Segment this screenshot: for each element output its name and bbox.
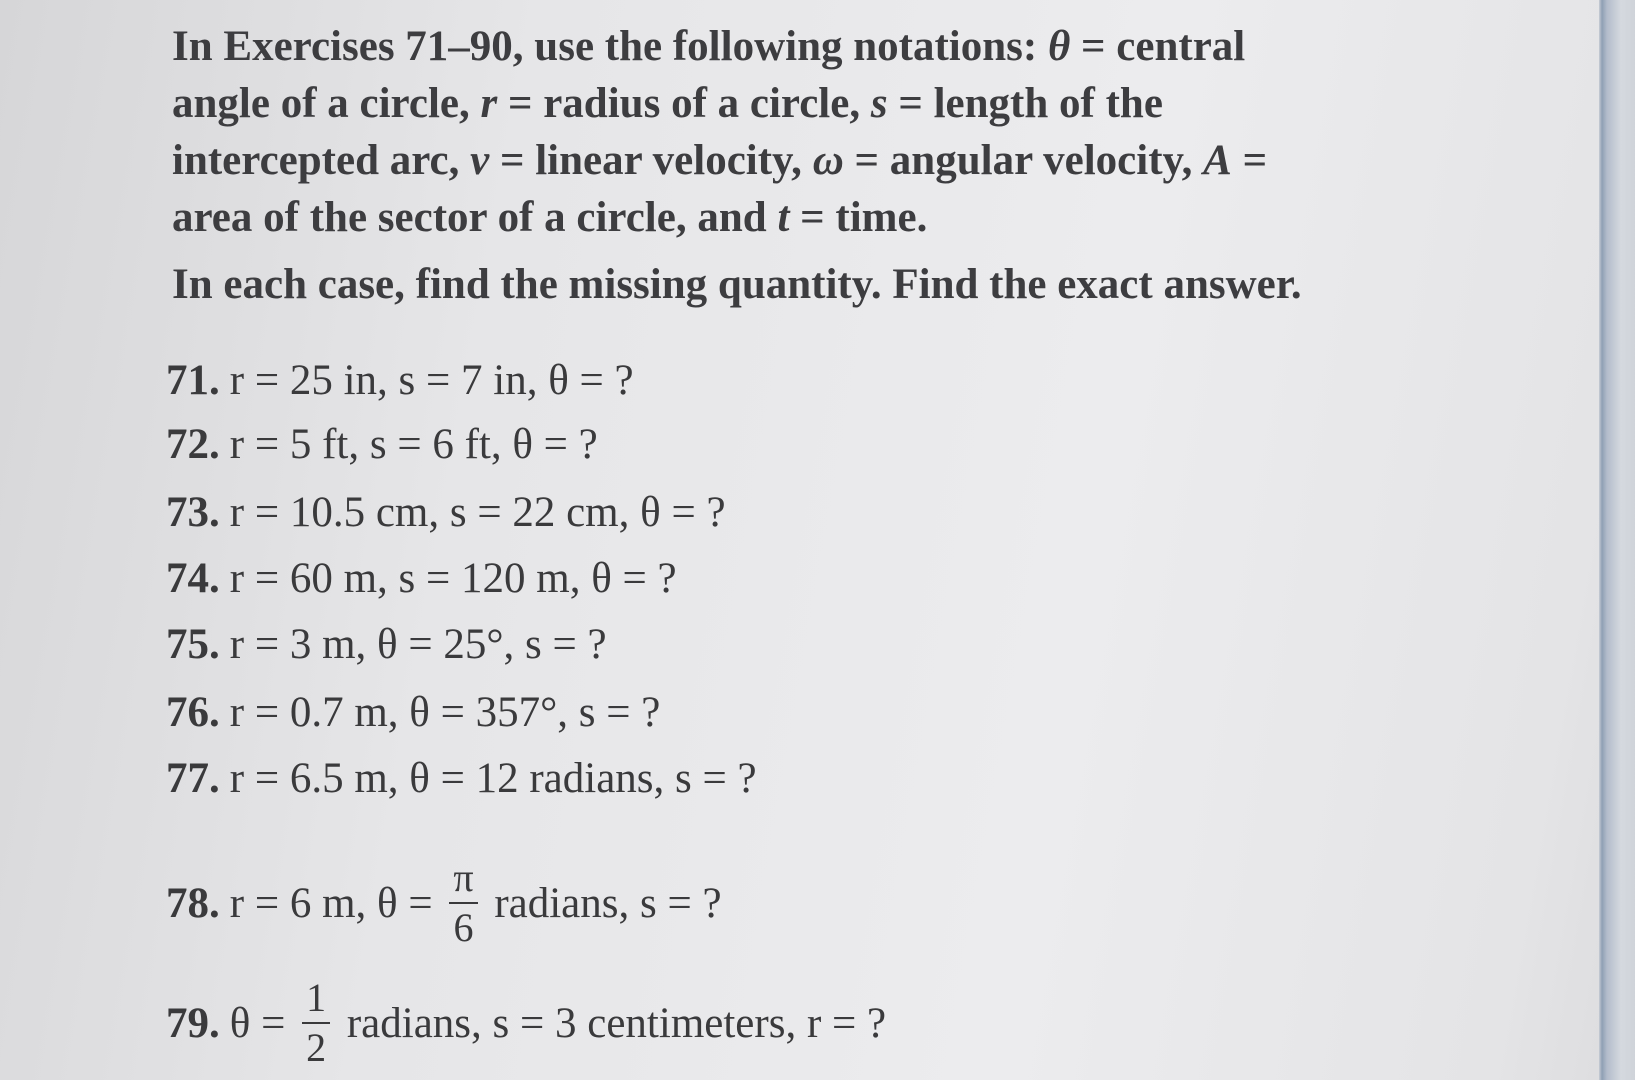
instructions-block bbox=[172, 18, 1342, 313]
page-edge bbox=[1599, 0, 1635, 1080]
exercise-73: 73. r = 10.5 cm, s = 22 cm, θ = ? bbox=[166, 489, 726, 536]
exercise-74: 74. r = 60 m, s = 120 m, θ = ? bbox=[166, 555, 677, 602]
exercise-76: 76. r = 0.7 m, θ = 357°, s = ? bbox=[166, 689, 661, 736]
fraction: $\frac{\pi}{6}$ bbox=[449, 858, 477, 948]
exercise-72: 72. r = 5 ft, s = 6 ft, θ = ? bbox=[166, 421, 598, 468]
exercise-79: 79. θ = $\frac{1}{2}$ radians, s = 3 centimeters, r = ? bbox=[166, 975, 887, 1070]
notation-paragraph: In Exercises 71–90, use the following notations: θ = central angle of a circle, r = radius of a circle, s = length of the intercepted arc, v = linear velocity, ω = angular velocity, A = area of the sector of a circle, and t = time. bbox=[172, 23, 1268, 241]
exercise-78: 78. r = 6 m, θ = $\frac{\pi}{6}$ radians, s = ? bbox=[166, 855, 722, 950]
exercise-71: 71. r = 25 in, s = 7 in, θ = ? bbox=[166, 357, 634, 404]
exercise-75: 75. r = 3 m, θ = 25°, s = ? bbox=[166, 621, 607, 668]
fraction: $\frac{1}{2}$ bbox=[302, 978, 330, 1068]
task-paragraph: In each case, find the missing quantity. Find the exact answer. bbox=[172, 261, 1302, 308]
exercise-77: 77. r = 6.5 m, θ = 12 radians, s = ? bbox=[166, 755, 757, 802]
